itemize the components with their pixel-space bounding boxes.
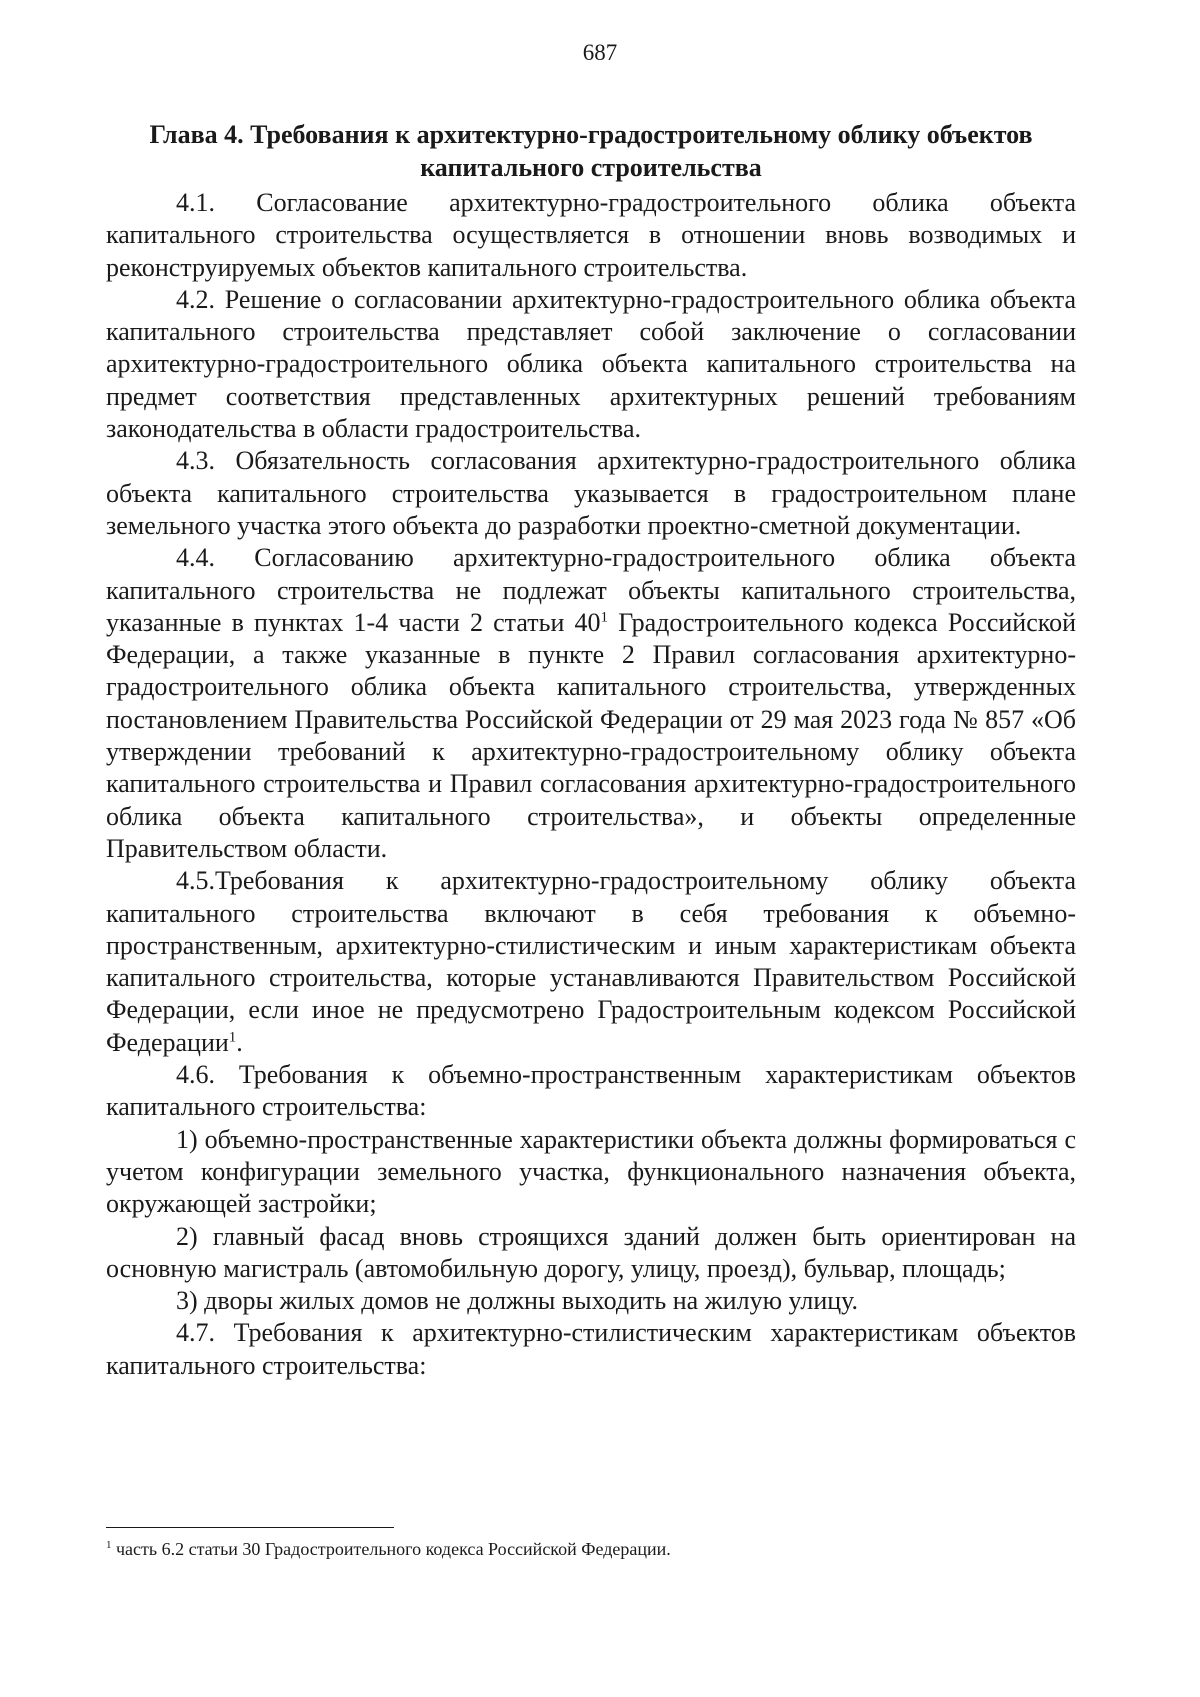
list-item-3: 3) дворы жилых домов не должны выходить на жилую улицу. bbox=[176, 1286, 859, 1316]
chapter-title-line-1: Глава 4. Требования к архитектурно-градостроительному облику объектов bbox=[149, 120, 1033, 149]
paragraph-4-4 bbox=[106, 542, 1076, 865]
list-item-1: 1) объемно-пространственные характеристики объекта должны формироваться с учетом конфигурации земельного участка, функционального назначения объекта, окружающей застройки; bbox=[106, 1124, 1076, 1219]
paragraph-4-4-text-a: 4.4. Согласованию архитектурно-градостроительного облика объекта капитального строительства не подлежат объекты капитального строительства, указанные в пунктах 1-4 части 2 статьи 40 bbox=[106, 543, 1076, 637]
paragraph-4-2: 4.2. Решение о согласовании архитектурно-градостроительного облика объекта капитального строительства представляет собой заключение о согласовании архитектурно-градостроительного облика объекта капитального строительства на предмет соответствия представленных архитектурных решений требованиям законодательства в области градостроительства. bbox=[106, 284, 1076, 444]
paragraph-4-5-text-b: . bbox=[236, 1027, 243, 1057]
paragraph-4-5-text-a: 4.5.Требования к архитектурно-градостроительному облику объекта капитального строительства включают в себя требования к объемно-пространственным, архитектурно-стилистическим и иным характеристикам объекта капитального строительства, которые устанавливаются Правительством Российской Федерации, если иное не предусмотрено Градостроительным кодексом Российской Федерации bbox=[106, 866, 1076, 1057]
footnote-reference: 1 bbox=[600, 609, 609, 626]
chapter-title-line-2: капитального строительства bbox=[420, 153, 762, 182]
paragraph-4-7: 4.7. Требования к архитектурно-стилистическим характеристикам объектов капитального строительства: bbox=[106, 1318, 1076, 1380]
list-item-2: 2) главный фасад вновь строящихся зданий должен быть ориентирован на основную магистраль (автомобильную дорогу, улицу, проезд), бульвар, площадь; bbox=[106, 1221, 1076, 1283]
footnote-mark: 1 bbox=[106, 1539, 112, 1551]
paragraph-4-5 bbox=[106, 865, 1076, 1059]
footnote-body: часть 6.2 статьи 30 Градостроительного кодекса Российской Федерации. bbox=[111, 1539, 671, 1559]
paragraph-4-4-text-b: Градостроительного кодекса Российской Федерации, а также указанные в пункте 2 Правил согласования архитектурно-градостроительного облика объекта капитального строительства, утвержденных постановлением Правительства Российской Федерации от 29 мая 2023 года № 857 «Об утверждении требований к архитектурно-градостроительному облику объекта капитального строительства и Правил согласования архитектурно-градостроительного облика объекта капитального строительства», и объекты определенные Правительством области. bbox=[106, 607, 1076, 863]
footnote bbox=[106, 1537, 1076, 1561]
footnote-text bbox=[106, 1539, 671, 1559]
document-body bbox=[106, 118, 1076, 1382]
chapter-title bbox=[106, 118, 1076, 184]
footnote-divider bbox=[106, 1527, 394, 1528]
page-number: 687 bbox=[582, 40, 618, 65]
paragraph-4-6: 4.6. Требования к объемно-пространственным характеристикам объектов капитального строительства: bbox=[106, 1060, 1076, 1122]
paragraph-4-3: 4.3. Обязательность согласования архитектурно-градостроительного облика объекта капитального строительства указывается в градостроительном плане земельного участка этого объекта до разработки проектно-сметной документации. bbox=[106, 446, 1076, 540]
paragraph-4-1: 4.1. Согласование архитектурно-градостроительного облика объекта капитального строительства осуществляется в отношении вновь возводимых и реконструируемых объектов капитального строительства. bbox=[106, 188, 1076, 282]
footnote-reference: 1 bbox=[228, 1029, 237, 1046]
